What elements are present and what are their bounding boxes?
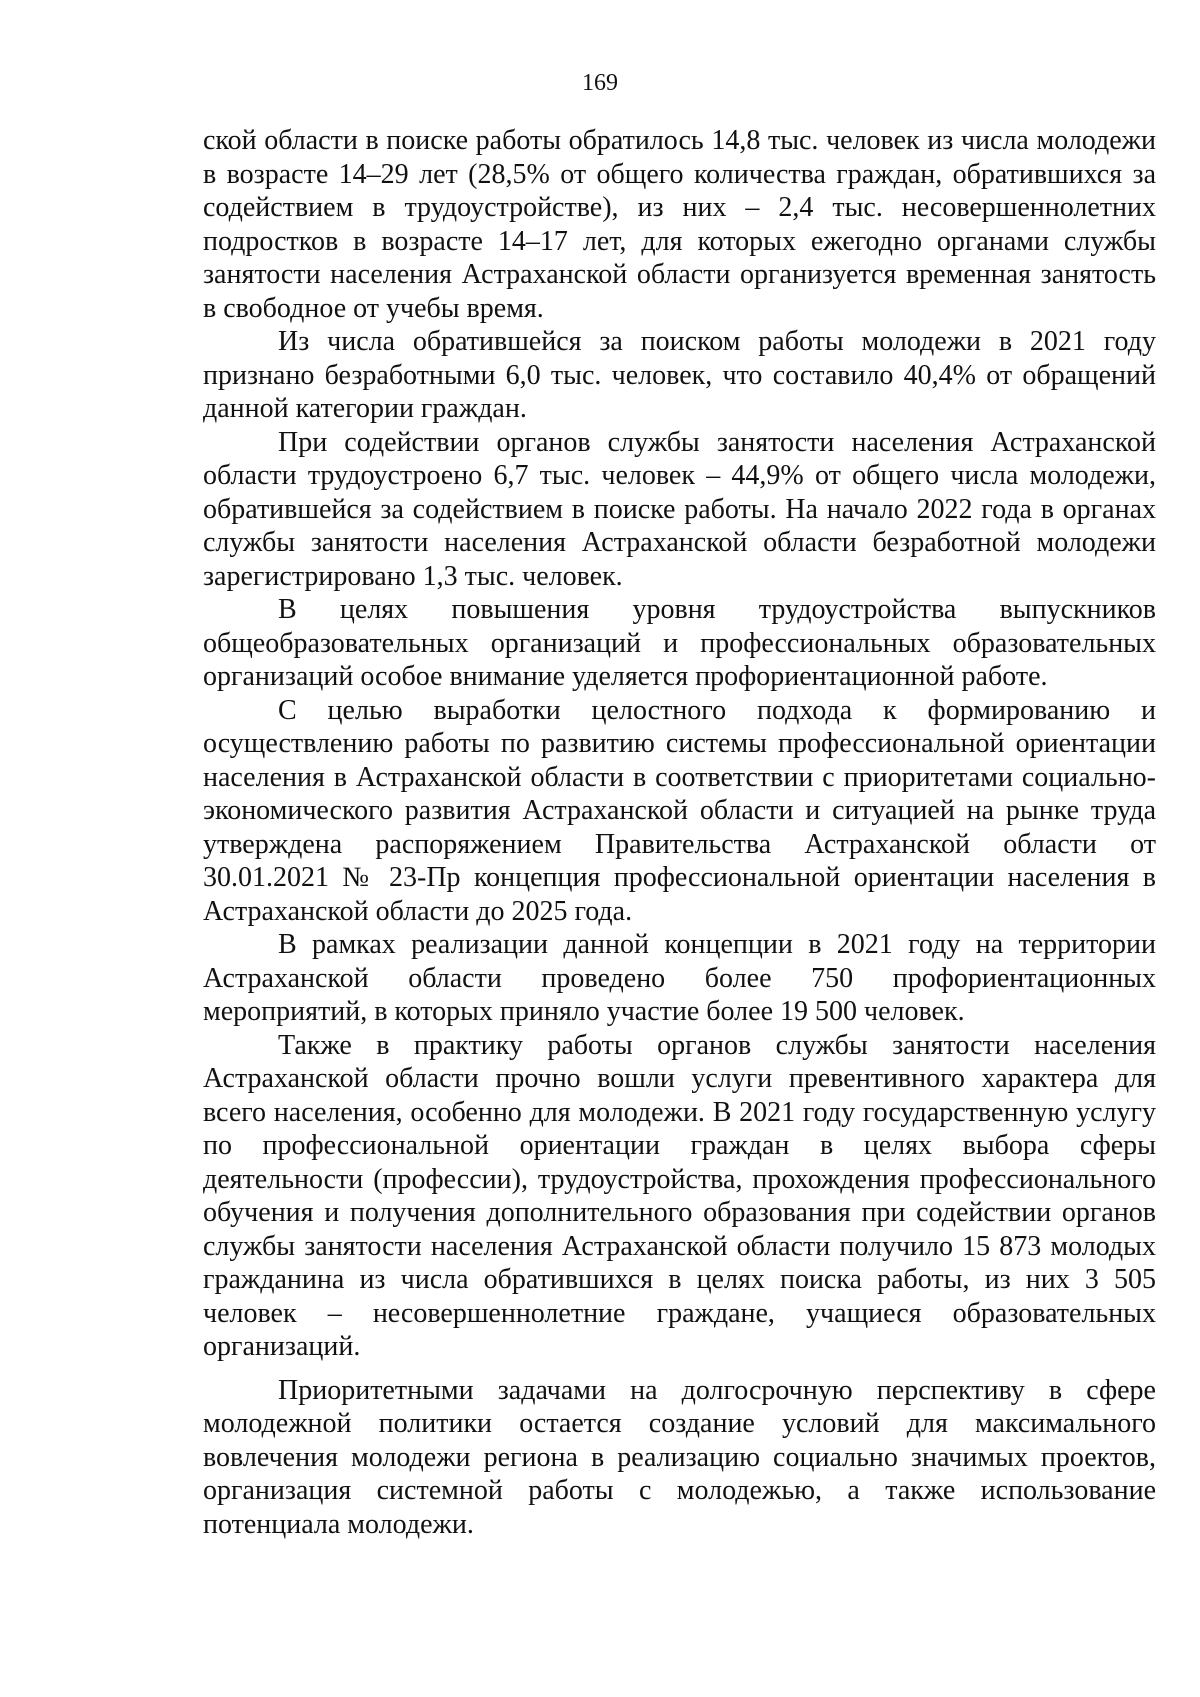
page-number: 169 — [582, 70, 618, 96]
paragraph-unemployed-youth: Из числа обратившейся за поиском работы молодежи в 2021 году признано безработными 6,0 тыс. человек, что составило 40,4% от обращений данной категории граждан. — [203, 326, 1156, 424]
paragraph-career-guidance: В целях повышения уровня трудоустройства выпускников общеобразовательных организаций и профессиональных образовательных организаций особое внимание уделяется профориентационной работе. — [203, 594, 1156, 692]
paragraph-concept-implementation: В рамках реализации данной концепции в 2021 году на территории Астраханской области проведено более 750 профориентационных мероприятий, в которых приняло участие более 19 500 человек. — [203, 929, 1156, 1027]
paragraph-preventive-services: Также в практику работы органов службы занятости населения Астраханской области прочно вошли услуги превентивного характера для всего населения, особенно для молодежи. В 2021 году государственную услугу по профессиональной ориентации граждан в целях выбора сферы деятельности (профессии), трудоустройства, прохождения профессионального обучения и получения дополнительного образования при содействии органов службы занятости населения Астраханской области получило 15 873 молодых гражданина из числа обратившихся в целях поиска работы, из них 3 505 человек – несовершеннолетние граждане, учащиеся образовательных организаций. — [203, 1029, 1156, 1362]
document-body — [203, 124, 1156, 1541]
paragraph-employment-assistance: При содействии органов службы занятости населения Астраханской области трудоустроено 6,7 тыс. человек – 44,9% от общего числа молодежи, обратившейся за содействием в поиске работы. На начало 2022 года в органах службы занятости населения Астраханской области безработной молодежи зарегистрировано 1,3 тыс. человек. — [203, 426, 1156, 592]
paragraph-continuation: ской области в поиске работы обратилось 14,8 тыс. человек из числа молодежи в возрасте 14–29 лет (28,5% от общего количества граждан, обратившихся за содействием в трудоустройстве), из них – 2,4 тыс. несовершеннолетних подростков в возрасте 14–17 лет, для которых ежегодно органами службы занятости населения Астраханской области организуется временная занятость в свободное от учебы время. — [203, 125, 1156, 324]
paragraph-priorities: Приоритетными задачами на долгосрочную перспективу в сфере молодежной политики остается создание условий для максимального вовлечения молодежи региона в реализацию социально значимых проектов, организация системной работы с молодежью, а также использование потенциала молодежи. — [203, 1374, 1156, 1540]
paragraph-concept: С целью выработки целостного подхода к формированию и осуществлению работы по развитию системы профессиональной ориентации населения в Астраханской области в соответствии с приоритетами социально-экономического развития Астраханской области и ситуацией на рынке труда утверждена распоряжением Правительства Астраханской области от 30.01.2021 № 23-Пр концепция профессиональной ориентации населения в Астраханской области до 2025 года. — [203, 694, 1156, 927]
